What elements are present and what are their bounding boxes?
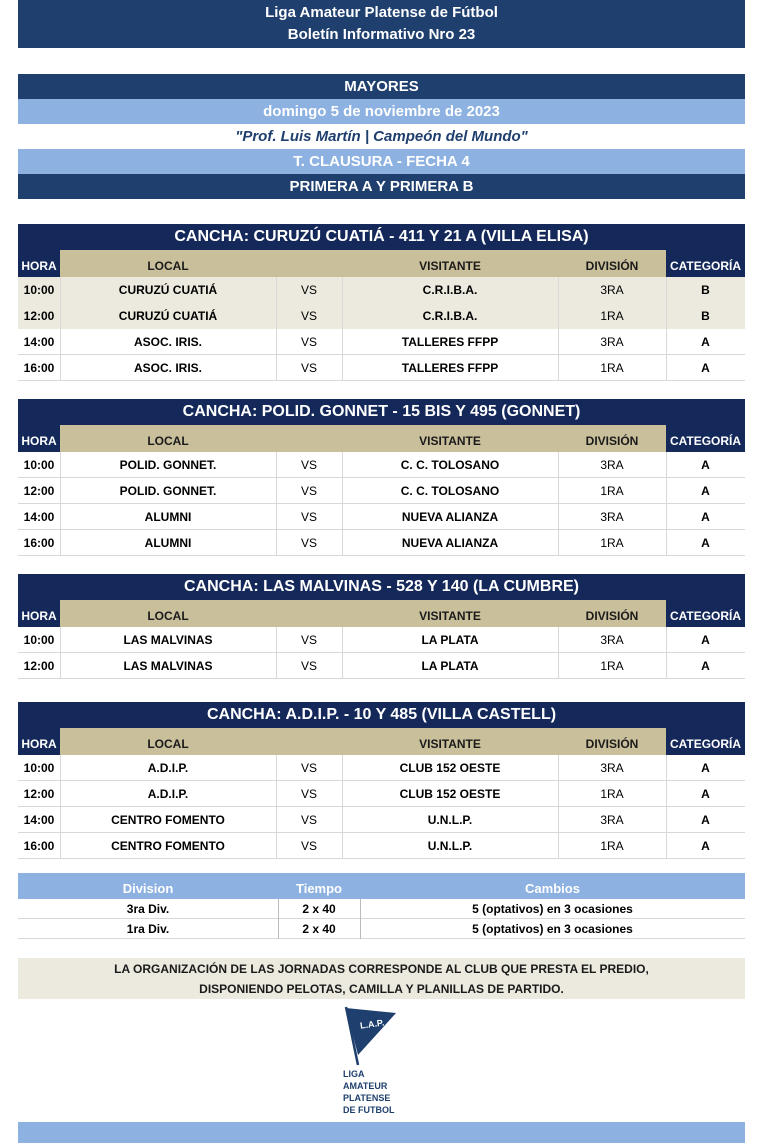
column-header-hora: HORA [18,425,60,452]
league-name: Liga Amateur Platense de Fútbol [265,4,498,21]
match-vs: VS [300,484,317,498]
column-header-visitante: VISITANTE [419,737,481,751]
match-time: 10:00 [23,283,55,297]
venue-title: CANCHA: CURUZÚ CUATIÁ - 411 Y 21 A (VILLA ELISA) [18,224,745,250]
match-division: 3RA [600,761,624,775]
match-row [18,833,745,859]
column-header-row [18,728,745,755]
match-vs: VS [300,536,317,550]
match-time: 10:00 [23,633,55,647]
match-category: A [701,659,710,673]
rules-division: 1ra Div. [126,922,170,936]
venue-title: CANCHA: LAS MALVINAS - 528 Y 140 (LA CUMBRE) [18,574,745,600]
match-vs: VS [300,510,317,524]
category-banner: MAYORES [18,74,745,99]
match-vs: VS [300,659,317,673]
rules-cambios: 5 (optativos) en 3 ocasiones [472,922,633,936]
column-header-local: LOCAL [147,737,189,751]
column-header-division: DIVISIÓN [585,737,639,751]
match-vs: VS [300,335,317,349]
match-category: A [701,633,710,647]
match-visiting-team: C.R.I.B.A. [422,283,478,297]
match-time: 16:00 [23,536,55,550]
match-division: 3RA [600,510,624,524]
match-time: 16:00 [23,361,55,375]
rules-tiempo: 2 x 40 [302,922,336,936]
flag-text: L.A.P. [359,1017,385,1031]
match-vs: VS [300,633,317,647]
column-header-visitante: VISITANTE [419,609,481,623]
match-division: 1RA [600,309,624,323]
match-category: B [701,283,710,297]
match-category: A [701,761,710,775]
match-row [18,781,745,807]
match-row [18,452,745,478]
column-header-hora: HORA [18,250,60,277]
match-visiting-team: CLUB 152 OESTE [399,787,501,801]
column-header-local: LOCAL [147,609,189,623]
match-time: 14:00 [23,510,55,524]
match-visiting-team: C. C. TOLOSANO [400,458,500,472]
match-visiting-team: U.N.L.P. [427,813,473,827]
match-vs: VS [300,309,317,323]
match-time: 10:00 [23,458,55,472]
rules-row [18,899,745,919]
match-visiting-team: LA PLATA [421,633,479,647]
match-division: 1RA [600,659,624,673]
match-division: 1RA [600,839,624,853]
venue-block [18,399,745,556]
divisions-banner: PRIMERA A Y PRIMERA B [18,174,745,199]
match-time: 12:00 [23,309,55,323]
match-category: B [701,309,710,323]
match-row [18,329,745,355]
logo-text [343,1068,395,1116]
match-vs: VS [300,761,317,775]
venue-title: CANCHA: POLID. GONNET - 15 BIS Y 495 (GONNET) [18,399,745,425]
match-local-team: ASOC. IRIS. [133,361,202,375]
match-time: 14:00 [23,813,55,827]
logo-line: AMATEUR [343,1081,388,1091]
match-row [18,478,745,504]
match-row [18,653,745,679]
match-visiting-team: NUEVA ALIANZA [401,510,499,524]
match-category: A [701,510,710,524]
match-time: 12:00 [23,787,55,801]
match-row [18,355,745,381]
match-category: A [701,484,710,498]
match-row [18,807,745,833]
column-header-categoria: CATEGORÍA [666,425,745,452]
column-header-hora: HORA [18,728,60,755]
column-header-row [18,250,745,277]
match-category: A [701,813,710,827]
venue-block [18,702,745,859]
match-time: 12:00 [23,659,55,673]
match-visiting-team: TALLERES FFPP [401,361,499,375]
rules-header-cambios: Cambios [525,881,580,896]
match-category: A [701,787,710,801]
bulletin-title [18,0,745,48]
match-row [18,504,745,530]
match-visiting-team: TALLERES FFPP [401,335,499,349]
match-division: 1RA [600,787,624,801]
tribute-banner: "Prof. Luis Martín | Campeón del Mundo" [235,128,528,145]
match-vs: VS [300,813,317,827]
rules-division: 3ra Div. [126,902,170,916]
rules-table-header [18,873,745,899]
match-category: A [701,361,710,375]
column-header-division: DIVISIÓN [585,434,639,448]
match-local-team: A.D.I.P. [147,787,189,801]
match-vs: VS [300,458,317,472]
column-header-local: LOCAL [147,434,189,448]
match-category: A [701,839,710,853]
organization-notice [18,958,745,999]
match-time: 14:00 [23,335,55,349]
match-division: 1RA [600,361,624,375]
match-local-team: LAS MALVINAS [123,633,213,647]
match-row [18,303,745,329]
match-local-team: CENTRO FOMENTO [111,813,225,827]
match-visiting-team: NUEVA ALIANZA [401,536,499,550]
match-row [18,627,745,653]
match-category: A [701,335,710,349]
match-vs: VS [300,361,317,375]
match-category: A [701,536,710,550]
match-time: 12:00 [23,484,55,498]
match-local-team: CURUZÚ CUATIÁ [118,309,218,323]
rules-cambios: 5 (optativos) en 3 ocasiones [472,902,633,916]
match-vs: VS [300,839,317,853]
logo-line: DE FUTBOL [343,1105,395,1115]
rules-tiempo: 2 x 40 [302,902,336,916]
match-division: 3RA [600,633,624,647]
notice-line-2: DISPONIENDO PELOTAS, CAMILLA Y PLANILLAS DE PARTIDO. [199,982,564,996]
venue-title: CANCHA: A.D.I.P. - 10 Y 485 (VILLA CASTELL) [18,702,745,728]
match-division: 1RA [600,484,624,498]
match-division: 3RA [600,335,624,349]
column-header-categoria: CATEGORÍA [666,600,745,627]
column-header-row [18,600,745,627]
match-local-team: ALUMNI [144,510,192,524]
match-vs: VS [300,787,317,801]
column-header-division: DIVISIÓN [585,609,639,623]
match-visiting-team: C.R.I.B.A. [422,309,478,323]
match-division: 1RA [600,536,624,550]
column-header-visitante: VISITANTE [419,259,481,273]
match-visiting-team: CLUB 152 OESTE [399,761,501,775]
rules-table [18,873,745,939]
match-local-team: POLID. GONNET. [119,458,217,472]
venue-block [18,574,745,679]
rules-row [18,919,745,939]
match-local-team: POLID. GONNET. [119,484,217,498]
match-local-team: A.D.I.P. [147,761,189,775]
bulletin-number: Boletín Informativo Nro 23 [287,26,476,43]
match-time: 10:00 [23,761,55,775]
footer-bar [18,1122,745,1143]
match-visiting-team: LA PLATA [421,659,479,673]
column-header-categoria: CATEGORÍA [666,728,745,755]
match-vs: VS [300,283,317,297]
match-row [18,755,745,781]
column-header-hora: HORA [18,600,60,627]
column-header-categoria: CATEGORÍA [666,250,745,277]
column-header-division: DIVISIÓN [585,259,639,273]
match-category: A [701,458,710,472]
rules-header-tiempo: Tiempo [296,881,342,896]
date-banner: domingo 5 de noviembre de 2023 [18,99,745,124]
logo-line: PLATENSE [343,1093,391,1103]
match-local-team: LAS MALVINAS [123,659,213,673]
column-header-visitante: VISITANTE [419,434,481,448]
venue-block [18,224,745,381]
match-division: 3RA [600,283,624,297]
column-header-local: LOCAL [147,259,189,273]
column-header-row [18,425,745,452]
match-time: 16:00 [23,839,55,853]
match-local-team: ASOC. IRIS. [133,335,202,349]
rules-header-division: Division [122,881,174,896]
logo-line: LIGA [343,1069,365,1079]
match-local-team: ALUMNI [144,536,192,550]
match-division: 3RA [600,458,624,472]
match-visiting-team: U.N.L.P. [427,839,473,853]
match-visiting-team: C. C. TOLOSANO [400,484,500,498]
match-local-team: CURUZÚ CUATIÁ [118,283,218,297]
match-row [18,530,745,556]
match-division: 3RA [600,813,624,827]
tournament-banner: T. CLAUSURA - FECHA 4 [18,149,745,174]
match-local-team: CENTRO FOMENTO [111,839,225,853]
match-row [18,277,745,303]
notice-line-1: LA ORGANIZACIÓN DE LAS JORNADAS CORRESPONDE AL CLUB QUE PRESTA EL PREDIO, [114,962,649,976]
